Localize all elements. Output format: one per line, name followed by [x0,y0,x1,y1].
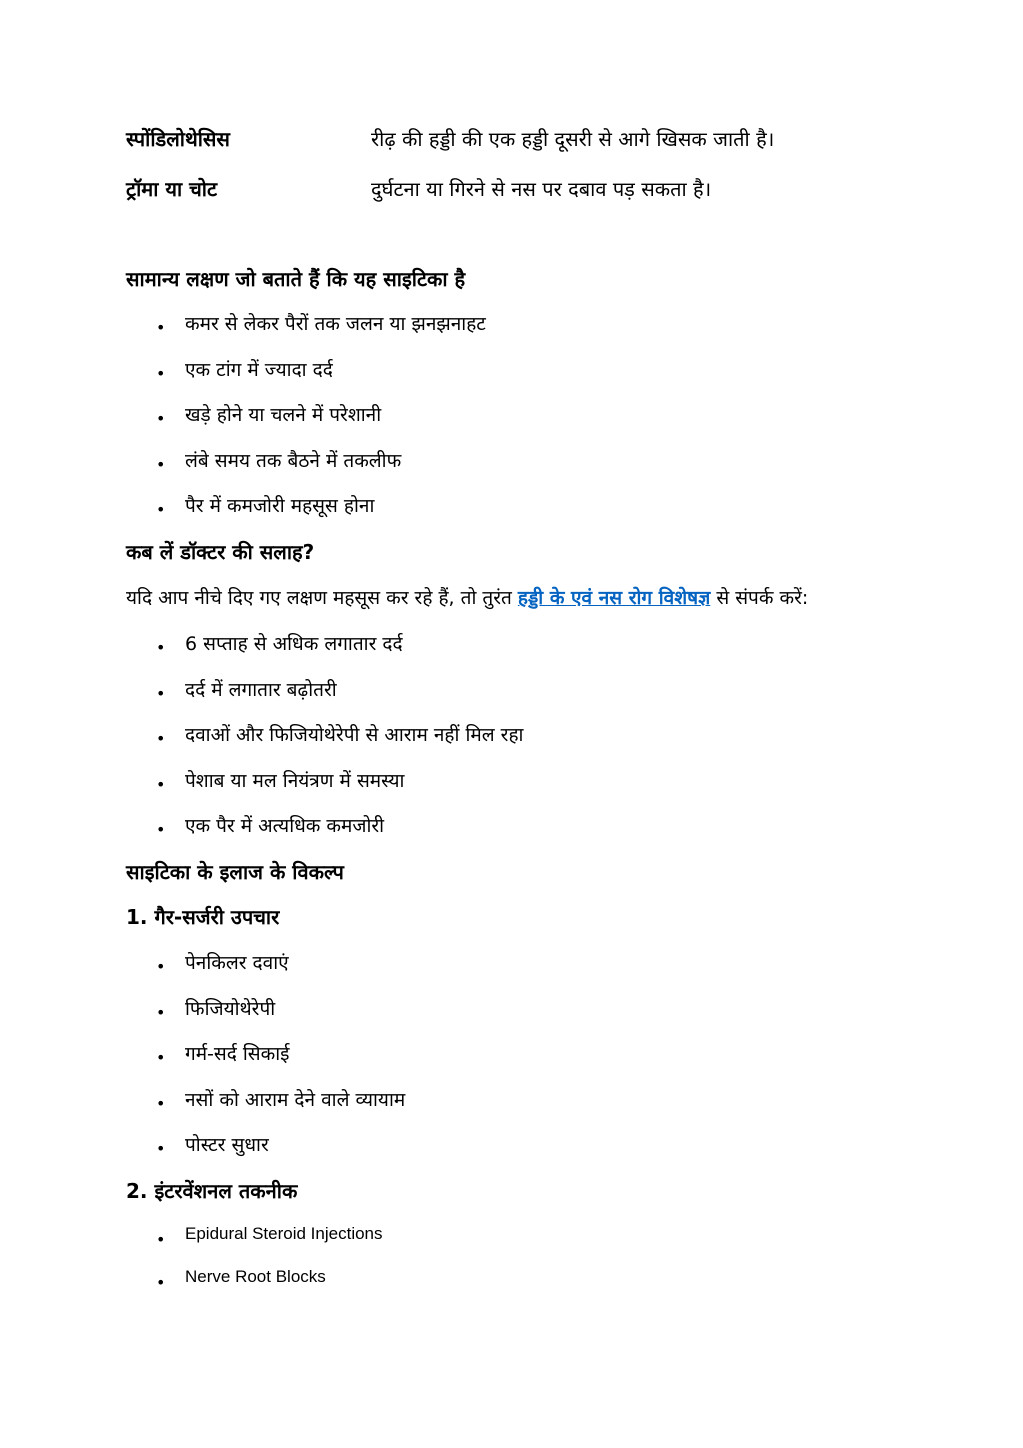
list-item: • नसों को आराम देने वाले व्यायाम [156,1088,406,1113]
list-item: • 6 सप्ताह से अधिक लगातार दर्द [156,633,403,657]
bullet-icon: • [156,957,166,976]
list-item: • गर्म-सर्द सिकाई [156,1043,290,1067]
treatment-heading: साइटिका के इलाज के विकल्प [126,860,344,884]
bullet-icon: • [156,1048,166,1067]
bullet-icon: • [156,363,166,383]
bullet-icon: • [156,1230,166,1249]
interventional-list [0,1222,1023,1308]
doctor-heading: कब लें डॉक्टर की सलाह? [126,540,315,564]
list-item: • दर्द में लगातार बढ़ोतरी [156,678,337,703]
symptoms-heading: सामान्य लक्षण जो बताते हैं कि यह साइटिका है [126,267,466,291]
list-item: • कमर से लेकर पैरों तक जलन या झनझनाहट [156,313,486,337]
non-surgical-list [0,949,1023,1177]
interventional-heading: 2. इंटरवेंशनल तकनीक [126,1179,298,1203]
bullet-icon: • [156,1273,166,1292]
bullet-icon: • [156,638,166,657]
list-item: • फिजियोथेरेपी [156,997,276,1022]
definition-desc: दुर्घटना या गिरने से नस पर दबाव पड़ सकता है। [371,177,712,201]
bullet-icon: • [156,729,166,748]
list-item: • लंबे समय तक बैठने में तकलीफ [156,449,402,474]
definition-term: ट्रॉमा या चोट [126,177,218,201]
definition-desc: रीढ़ की हड्डी की एक हड्डी दूसरी से आगे खिसक जाती है। [371,127,775,151]
list-item: • पेशाब या मल नियंत्रण में समस्या [156,769,405,794]
bullet-icon: • [156,500,166,519]
symptoms-list [0,310,1023,538]
bullet-icon: • [156,454,166,474]
bullet-icon: • [156,409,166,428]
bullet-icon: • [156,683,166,703]
bullet-icon: • [156,774,166,794]
specialist-link[interactable]: हड्डी के एवं नस रोग विशेषज्ञ [517,587,711,609]
list-item: • पैर में कमजोरी महसूस होना [156,495,375,519]
list-item: • पेनकिलर दवाएं [156,952,289,976]
list-item: • एक टांग में ज्यादा दर्द [156,358,333,383]
bullet-icon: • [156,318,166,337]
list-item: • खड़े होने या चलने में परेशानी [156,404,382,428]
list-item: • Nerve Root Blocks [156,1267,326,1292]
bullet-icon: • [156,1139,166,1158]
definition-term: स्पोंडिलोथेसिस [126,127,230,151]
list-item: • पोस्टर सुधार [156,1134,269,1158]
list-item: • दवाओं और फिजियोथेरेपी से आराम नहीं मिल रहा [156,724,524,748]
bullet-icon: • [156,1093,166,1113]
list-item: • Epidural Steroid Injections [156,1224,383,1249]
doctor-list [0,630,1023,858]
non-surgical-heading: 1. गैर-सर्जरी उपचार [126,905,280,929]
bullet-icon: • [156,820,166,839]
list-item: • एक पैर में अत्यधिक कमजोरी [156,815,385,839]
bullet-icon: • [156,1002,166,1022]
doctor-intro: यदि आप नीचे दिए गए लक्षण महसूस कर रहे हैं, तो तुरंत हड्डी के एवं नस रोग विशेषज्ञ से संपर्क करें: [126,587,809,609]
